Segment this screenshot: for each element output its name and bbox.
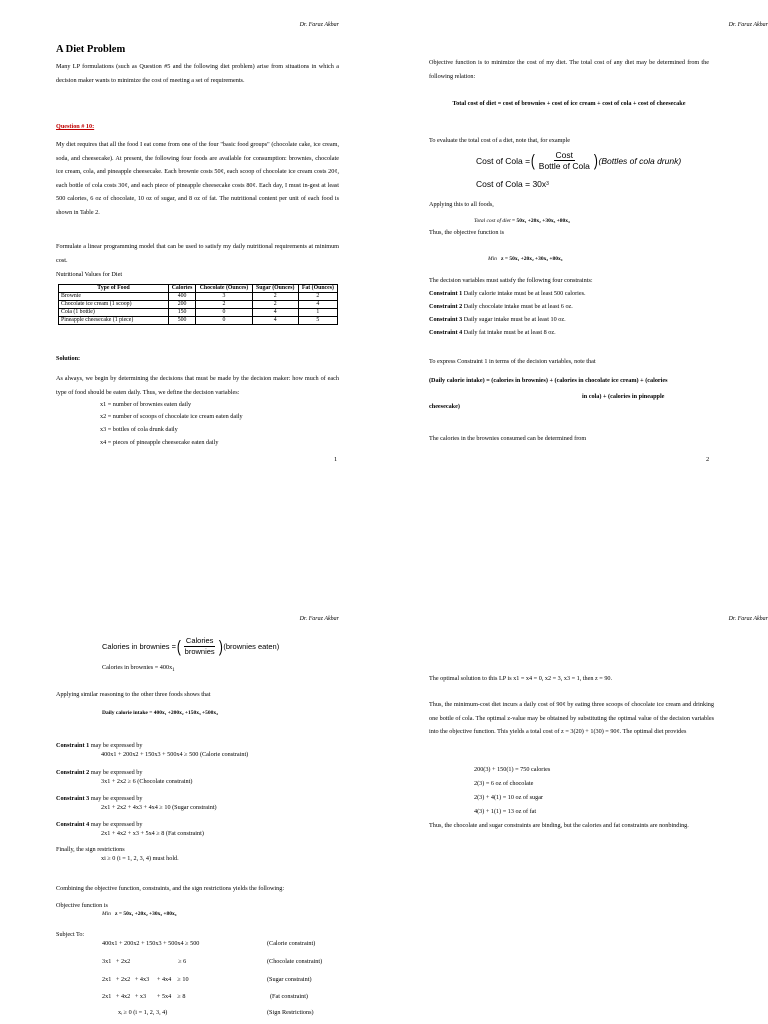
constraint-text: may be expressed by <box>90 769 143 776</box>
page-2 <box>384 0 768 512</box>
table-row <box>59 293 338 301</box>
similar-reasoning-text: Applying similar reasoning to the other three foods shows that <box>56 691 211 698</box>
constraint-label: Constraint 4 <box>429 329 463 336</box>
sign-restriction-block <box>56 846 179 863</box>
table-cell: 1 <box>298 309 337 317</box>
calories-brownies-equation <box>102 636 279 657</box>
total-cost-equation <box>474 218 570 224</box>
constraint-block <box>56 821 204 838</box>
constraints-intro: The decision variables must satisfy the following four constraints: <box>429 277 593 284</box>
min-body: z = 50x₁ +20x₂ +30x₃ +80x₄ <box>115 911 177 917</box>
table-cell: 2 <box>252 301 298 309</box>
sign-intro: Finally, the sign restrictions <box>56 846 125 853</box>
provides-line: 2(3) + 4(1) = 10 oz of sugar <box>474 794 544 801</box>
table-cell: 2 <box>196 301 253 309</box>
daily-intake-equation: Daily calorie intake = 400x₁ +200x₂ +150x₃ +500x₄ <box>102 710 218 716</box>
model-row-expression: 2x1 + 4x2 + x3 + 5x4 ≥ 8 <box>102 993 186 1000</box>
equation-subscript: 3 <box>546 181 549 187</box>
constraint-line <box>429 326 556 340</box>
table-header: Chocolate (Ounces) <box>196 285 253 293</box>
table-cell: 3 <box>196 293 253 301</box>
applying-text: Applying this to all foods, <box>429 201 494 208</box>
constraint-block <box>56 769 192 786</box>
constraint-text: Daily sugar intake must be at least 10 oz. <box>463 316 566 323</box>
table-cell: 4 <box>298 301 337 309</box>
page-number: 1 <box>334 456 338 463</box>
table-row <box>59 317 338 325</box>
optimal-explain-paragraph: Thus, the minimum-cost diet incurs a daily cost of 90¢ by eating three scoops of chocolate ice cream and drinking one bottle of cola. The optimal z-value may be obtained by substituting the optimal value of the decision variables into the objective function. This yields a total cost of z = 3(20) + 1(30) = 90¢. The optimal diet provides <box>429 701 714 735</box>
constraint-label: Constraint 3 <box>429 316 463 323</box>
model-row-expression: 400x1 + 200x2 + 150x3 + 500x4 ≥ 500 <box>102 940 200 947</box>
constraint-label: Constraint 1 <box>56 742 90 749</box>
express-text: To express Constraint 1 in terms of the decision variables, note that <box>429 358 596 365</box>
table-caption: Nutritional Values for Diet <box>56 271 123 278</box>
left-paren-glyph: ( <box>530 151 535 170</box>
constraint-label: Constraint 2 <box>56 769 90 776</box>
table-row <box>59 309 338 317</box>
model-row-expression: 2x1 + 2x2 + 4x3 + 4x4 ≥ 10 <box>102 976 189 983</box>
table-header: Type of Food <box>59 285 169 293</box>
constraint-line <box>429 300 573 314</box>
model-row-name: (Calorie constraint) <box>267 940 316 947</box>
model-row-name: (Chocolate constraint) <box>267 958 323 965</box>
calorie-relation-3: cheesecake) <box>429 403 460 410</box>
equation-label: Total cost of diet <box>474 218 511 224</box>
table-cell: Cola (1 bottle) <box>59 309 169 317</box>
table-row <box>59 301 338 309</box>
page-4 <box>384 512 768 1024</box>
model-row-name: (Sugar constraint) <box>267 976 312 983</box>
table-cell: 0 <box>196 309 253 317</box>
objective-label: Objective function is <box>56 902 108 909</box>
formulate-paragraph: Formulate a linear programming model that can be used to satisfy my daily nutritional requirements at minimum cost. <box>56 243 339 264</box>
constraint-text: Daily chocolate intake must be at least 6 oz. <box>463 303 573 310</box>
fraction <box>537 150 592 171</box>
table-header: Sugar (Ounces) <box>252 285 298 293</box>
cost-cola-equation-2 <box>476 179 549 189</box>
evaluate-text: To evaluate the total cost of a diet, note that, for example <box>429 137 570 144</box>
calorie-relation-2: in cola) + (calories in pineapple <box>582 393 665 400</box>
calorie-relation-1: (Daily calorie intake) = (calories in brownies) + (calories in chocolate ice cream) + (calories <box>429 377 668 384</box>
min-equation <box>102 911 176 917</box>
decision-variable: x4 = pieces of pineapple cheesecake eaten daily <box>100 439 219 446</box>
fraction-denominator: brownies <box>184 647 215 656</box>
nutrition-table <box>58 284 338 325</box>
constraint-label: Constraint 4 <box>56 821 90 828</box>
calories-brownies-text: The calories in the brownies consumed can be determined from <box>429 435 587 442</box>
equation-text: Calories in brownies = 400x <box>102 664 173 671</box>
right-paren-glyph: ) <box>218 637 223 656</box>
objective-intro: Objective function is to minimize the cost of my diet. The total cost of any diet may be determined from the following relation: <box>429 59 709 80</box>
table-cell: 4 <box>252 309 298 317</box>
page-header-author: Dr. Faraz Akbar <box>299 22 339 28</box>
provides-line: 200(3) + 150(1) = 750 calories <box>474 766 551 773</box>
table-cell: 400 <box>169 293 196 301</box>
calories-brownies-eq2 <box>102 663 175 676</box>
left-paren-glyph: ( <box>176 637 181 656</box>
min-body: z = 50x₁ +20x₂ +30x₃ +80x₄ <box>501 256 563 262</box>
constraint-expression: 3x1 + 2x2 ≥ 6 (Chocolate constraint) <box>101 777 193 785</box>
constraint-expression: 2x1 + 4x2 + x3 + 5x4 ≥ 8 (Fat constraint) <box>101 829 204 837</box>
constraint-text: may be expressed by <box>90 742 143 749</box>
table-cell: Brownie <box>59 293 169 301</box>
constraint-text: may be expressed by <box>90 795 143 802</box>
constraint-line <box>429 313 566 327</box>
constraint-block <box>56 795 217 812</box>
equation-rhs: (brownies eaten) <box>223 642 280 651</box>
decision-variable: x2 = number of scoops of chocolate ice cream eaten daily <box>100 413 243 420</box>
constraint-expression: 2x1 + 2x2 + 4x3 + 4x4 ≥ 10 (Sugar constraint) <box>101 803 217 811</box>
table-header: Fat (Ounces) <box>298 285 337 293</box>
page-title: A Diet Problem <box>56 44 126 55</box>
thus-objective-text: Thus, the objective function is <box>429 229 505 236</box>
table-cell: 2 <box>298 293 337 301</box>
subject-to-label: Subject To: <box>56 931 85 938</box>
combining-text: Combining the objective function, constraints, and the sign restrictions yields the following: <box>56 885 285 892</box>
table-header: Calories <box>169 285 196 293</box>
constraint-line <box>429 287 586 301</box>
table-header-row <box>59 285 338 293</box>
equation-body: = 50x₁ +20x₂ +30x₃ +80x₄ <box>512 218 570 224</box>
binding-text: Thus, the chocolate and sugar constraints are binding, but the calories and fat constraints are nonbinding. <box>429 822 689 829</box>
page-3 <box>0 512 384 1024</box>
constraint-text: may be expressed by <box>90 821 143 828</box>
table-cell: 150 <box>169 309 196 317</box>
table-cell: 4 <box>252 317 298 325</box>
table-cell: 5 <box>298 317 337 325</box>
constraint-label: Constraint 3 <box>56 795 90 802</box>
provides-line: 4(3) + 1(1) = 13 oz of fat <box>474 808 537 815</box>
min-label: Min <box>488 256 497 262</box>
fraction-numerator: Cost <box>555 150 574 160</box>
table-cell: 200 <box>169 301 196 309</box>
constraint-expression: 400x1 + 200x2 + 150x3 + 500x4 ≥ 500 (Calorie constraint) <box>101 750 249 758</box>
table-cell: 2 <box>252 293 298 301</box>
table-cell: Pineapple cheesecake (1 piece) <box>59 317 169 325</box>
constraint-text: Daily calorie intake must be at least 500 calories. <box>463 290 586 297</box>
fraction-numerator: Calories <box>185 636 214 645</box>
model-row-name: (Sign Restrictions) <box>267 1009 314 1016</box>
cost-cola-equation <box>476 150 681 171</box>
solution-paragraph: As always, we begin by determining the decisions that must be made by the decision maker: how much of each type of food should be eaten daily. Thus, we define the decision variables: <box>56 375 339 396</box>
constraint-label: Constraint 1 <box>429 290 463 297</box>
total-cost-relation: Total cost of diet = cost of brownies + cost of ice cream + cost of cola + cost of cheesecake <box>452 100 686 107</box>
model-row-expression: 3x1 + 2x2 ≥ 6 <box>102 958 187 965</box>
page-header-author: Dr. Faraz Akbar <box>299 616 339 622</box>
page-1 <box>0 0 384 512</box>
fraction <box>183 636 217 657</box>
decision-variable: x1 = number of brownies eaten daily <box>100 401 192 408</box>
provides-line: 2(3) = 6 oz of chocolate <box>474 780 534 787</box>
equation-subscript: 1 <box>172 668 175 674</box>
model-row-name: (Fat constraint) <box>270 993 308 1000</box>
min-equation <box>488 256 562 262</box>
question-label: Question # 10: <box>56 123 95 130</box>
model-row-expression: xᵢ ≥ 0 (i = 1, 2, 3, 4) <box>118 1009 168 1016</box>
problem-paragraph: My diet requires that all the food I eat come from one of the four "basic food groups" (chocolate cake, ice cream, soda, and cheesecake). At present, the following four foods are available for consumption: brownies, chocolate ice cream, cola, and pineapple cheesecake. Each brownie costs 50¢, each scoop of chocolate ice cream costs 20¢, each bottle of cola costs 30¢, and each piece of pineapple cheesecake costs 80¢. Each day, I must in-gest at least 500 calories, 6 oz of chocolate, 10 oz of sugar, and 8 oz of fat. The nutritional content per unit of each food is shown in Table 2. <box>56 141 339 216</box>
intro-paragraph: Many LP formulations (such as Question #5 and the following diet problem) arise from situations in which a decision maker wants to minimize the cost of meeting a set of requirements. <box>56 63 339 84</box>
table-cell: 500 <box>169 317 196 325</box>
constraint-text: Daily fat intake must be at least 8 oz. <box>463 329 556 336</box>
equation-rhs: (Bottles of cola drunk) <box>598 155 682 166</box>
page-number: 2 <box>706 456 710 463</box>
min-label: Min <box>102 911 111 917</box>
right-paren-glyph: ) <box>593 151 598 170</box>
decision-variable: x3 = bottles of cola drunk daily <box>100 426 178 433</box>
equation-lhs: Cost of Cola = <box>476 155 531 166</box>
fraction-denominator: Bottle of Cola <box>538 161 590 171</box>
page-header-author: Dr. Faraz Akbar <box>728 22 768 28</box>
equation-lhs: Calories in brownies = <box>102 642 176 651</box>
optimal-solution-text: The optimal solution to this LP is x1 = x4 = 0, x2 = 3, x3 = 1, then z = 90. <box>429 675 613 682</box>
page-header-author: Dr. Faraz Akbar <box>728 616 768 622</box>
table-cell: 0 <box>196 317 253 325</box>
equation-text: Cost of Cola = 30x <box>476 179 547 189</box>
solution-label: Solution: <box>56 355 81 362</box>
table-cell: Chocolate ice cream (1 scoop) <box>59 301 169 309</box>
constraint-label: Constraint 2 <box>429 303 463 310</box>
sign-expression: xi ≥ 0 (i = 1, 2, 3, 4) must hold. <box>101 854 179 862</box>
constraint-block <box>56 742 248 759</box>
